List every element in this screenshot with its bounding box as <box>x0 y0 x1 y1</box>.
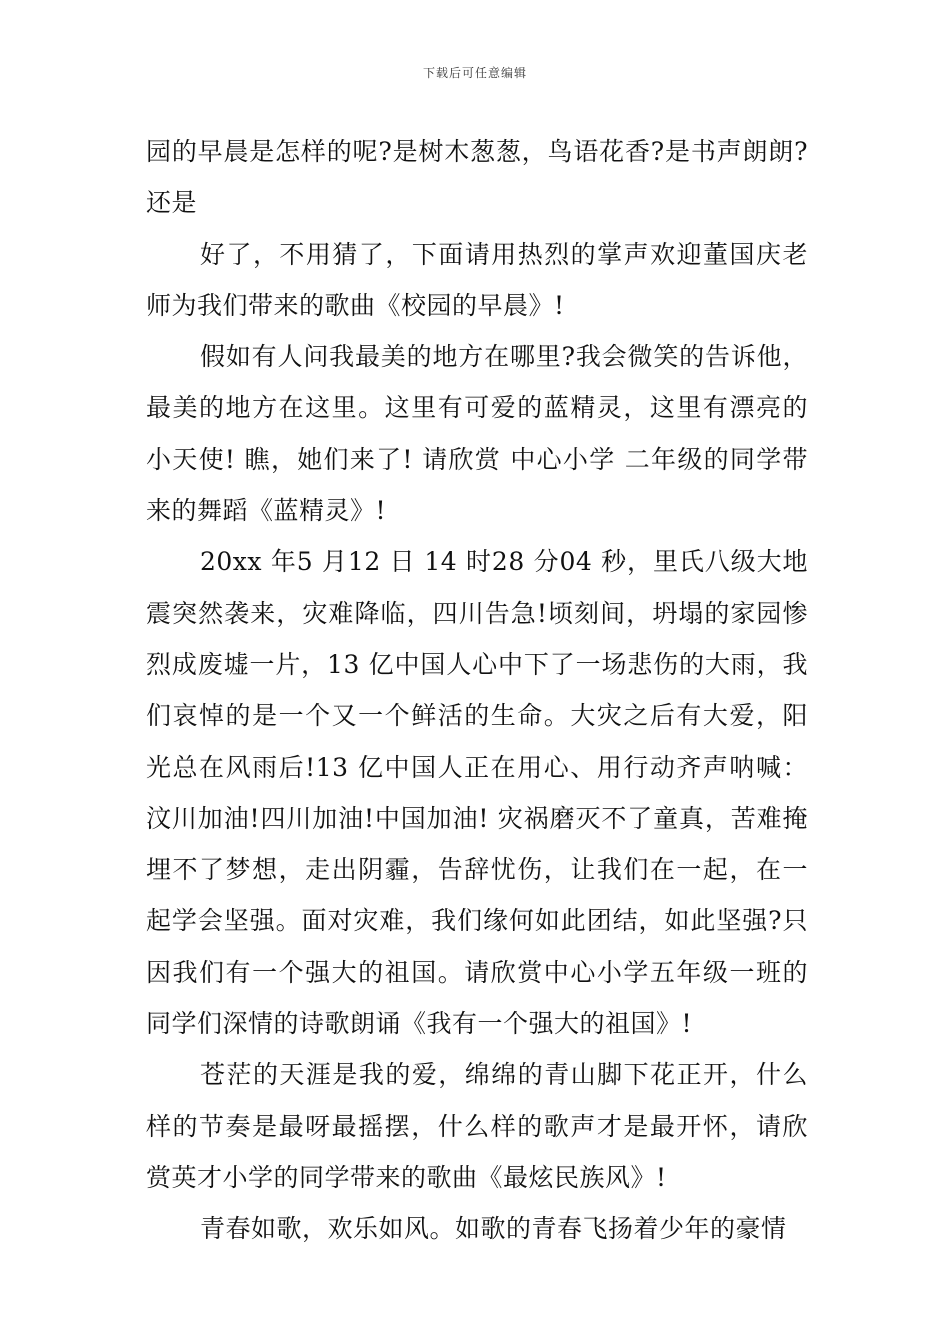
paragraph-1: 园的早晨是怎样的呢?是树木葱葱，鸟语花香?是书声朗朗?还是 <box>146 137 808 218</box>
paragraph-2: 好了，不用猜了，下面请用热烈的掌声欢迎董国庆老师为我们带来的歌曲《校园的早晨》! <box>146 239 808 320</box>
page-header-note: 下载后可任意编辑 <box>422 66 527 80</box>
paragraph-4: 20xx 年5 月12 日 14 时28 分04 秒，里氏八级大地震突然袭来，灾难降临，四川告急!顷刻间，坍塌的家园惨烈成废墟一片，13 亿中国人心中下了一场悲伤的大雨，我们哀悼的是一个又一个鲜活的生命。大灾之后有大爱，阳光总在风雨后!13 亿中国人正在用心、用行动齐声呐喊：汶川加油!四川加油!中国加油! 灾祸磨灭不了童真，苦难掩埋不了梦想，走出阴霾，告辞忧伤，让我们在一起，在一起学会坚强。面对灾难，我们缘何如此团结，如此坚强?只因我们有一个强大的祖国。请欣赏中心小学五年级一班的同学们深情的诗歌朗诵《我有一个强大的祖国》! <box>146 547 808 1039</box>
paragraph-5: 苍茫的天涯是我的爱，绵绵的青山脚下花正开，什么样的节奏是最呀最摇摆，什么样的歌声才是最开怀，请欣赏英才小学的同学带来的歌曲《最炫民族风》! <box>146 1060 808 1192</box>
document-body <box>146 126 808 1255</box>
paragraph-6: 青春如歌，欢乐如风。如歌的青春飞扬着少年的豪情 <box>200 1214 787 1244</box>
paragraph-3: 假如有人问我最美的地方在哪里?我会微笑的告诉他，最美的地方在这里。这里有可爱的蓝精灵，这里有漂亮的小天使! 瞧，她们来了! 请欣赏 中心小学 二年级的同学带来的舞蹈《蓝精灵》! <box>146 342 808 526</box>
